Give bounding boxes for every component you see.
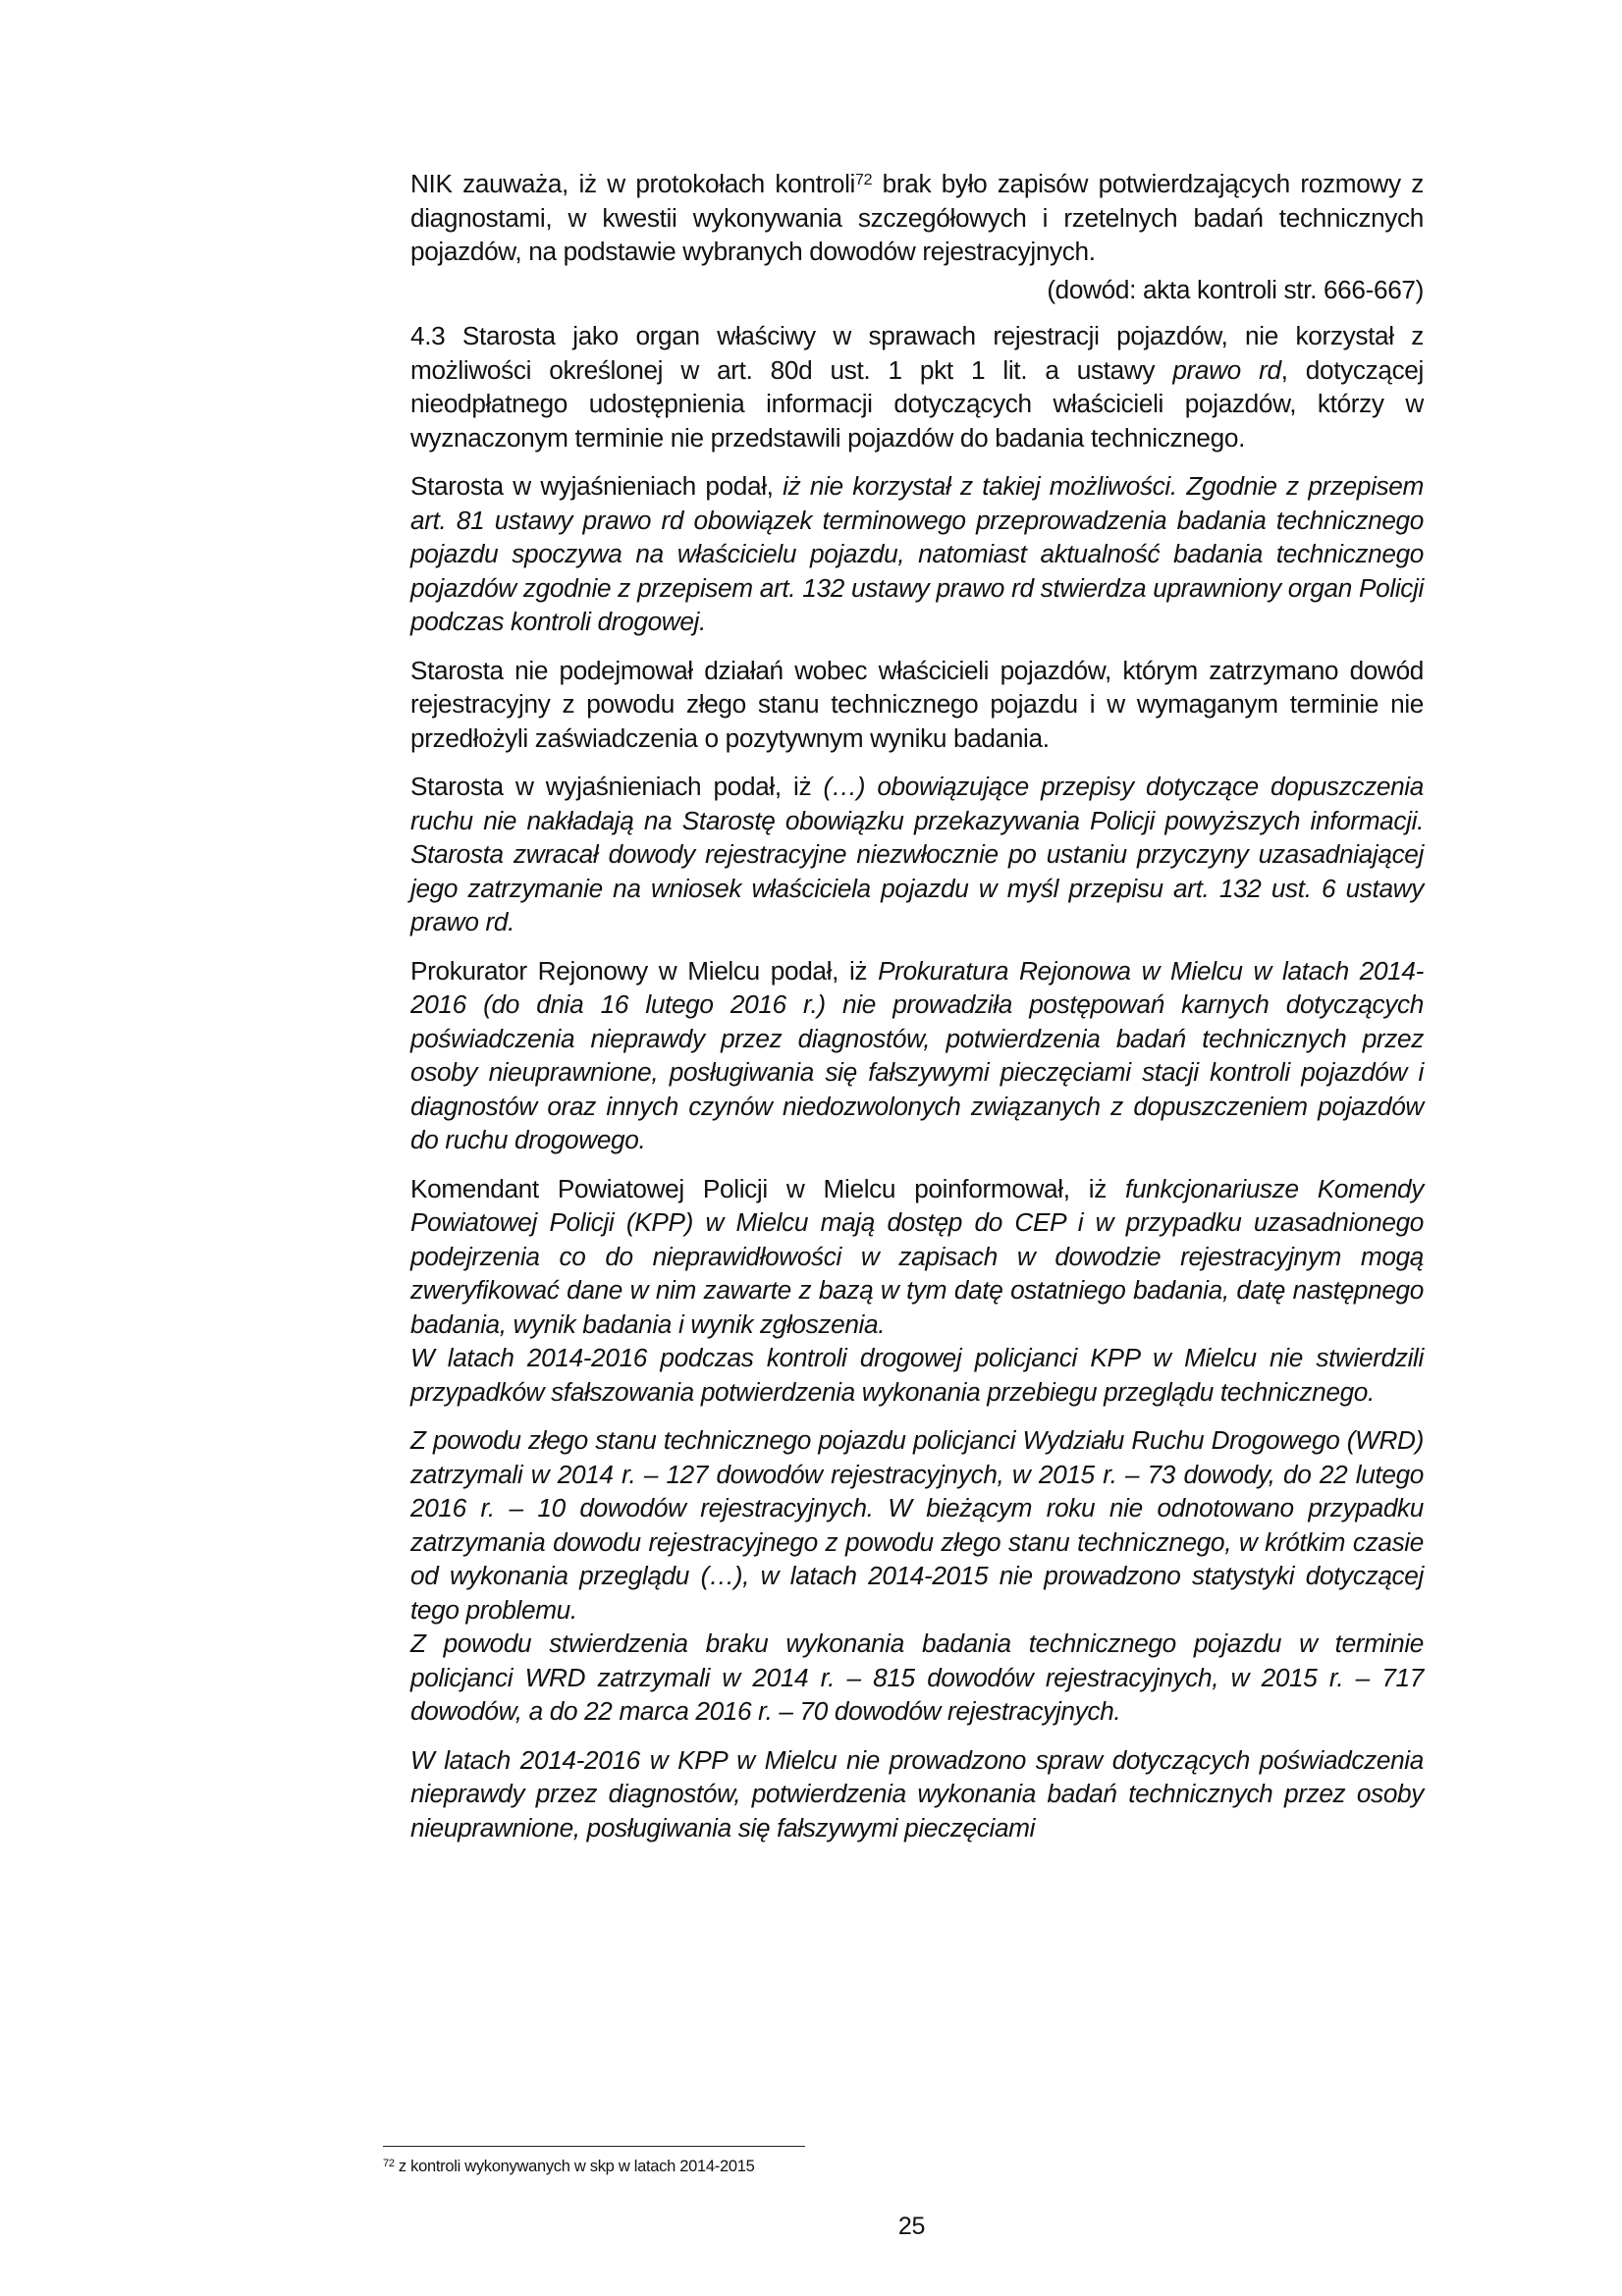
footnote-number: 72 <box>383 2158 395 2169</box>
footnote-reference[interactable]: 72 <box>855 172 873 188</box>
page-number: 25 <box>897 2213 926 2240</box>
evidence-reference: (dowód: akta kontroli str. 666-667) <box>1047 274 1424 304</box>
paragraph-wrd-statistics-1 <box>410 1423 1424 1627</box>
italic-text: prawo rd <box>1172 354 1281 385</box>
document-body <box>410 167 1424 1859</box>
paragraph-nik-observation <box>410 167 1424 269</box>
footnote-text: z kontroli wykonywanych w skp w latach 2014-2015 <box>394 2158 755 2175</box>
paragraph-starosta-explanation-2 <box>410 770 1424 939</box>
italic-quote: funkcjonariusze Komendy Powiatowej Policji (KPP) w Mielcu mają dostęp do CEP i w przypadku uzasadnionego podejrzenia co do nieprawidłowości w zapisach w dowodzie rejestracyjnym mogą zweryfikować dane w nim zawarte z bazą w tym datę ostatniego badania, datę następnego badania, wynik badania i wynik zgłoszenia. <box>410 1173 1424 1339</box>
italic-quote: Z powodu stwierdzenia braku wykonania badania technicznego pojazdu w terminie policjanci WRD zatrzymali w 2014 r. – 815 dowodów rejestracyjnych, w 2015 r. – 717 dowodów, a do 22 marca 2016 r. – 70 dowodów rejestracyjnych. <box>410 1629 1424 1726</box>
footnote-separator <box>383 2146 805 2147</box>
paragraph-wrd-statistics-2 <box>410 1627 1424 1729</box>
paragraph-text: 4.3 Starosta jako organ właściwy w sprawach rejestracji pojazdów, nie korzystał z możliwości określonej w art. 80d ust. 1 pkt 1 lit. a ustawy <box>410 321 1424 385</box>
paragraph-text: Starosta w wyjaśnieniach podał, <box>410 471 784 501</box>
italic-quote: Prokuratura Rejonowa w Mielcu w latach 2014-2016 (do dnia 16 lutego 2016 r.) nie prowadziła postępowań karnych dotyczących poświadczenia nieprawdy przez diagnostów, potwierdzenia badań technicznych przez osoby nieuprawnione, posługiwania się fałszywymi pieczęciami stacji kontroli pojazdów i diagnostów oraz innych czynów niedozwolonych związanych z dopuszczeniem pojazdów do ruchu drogowego. <box>410 955 1424 1154</box>
paragraph-text: , dotyczącej nieodpłatnego udostępnienia informacji dotyczących właścicieli pojazdów, którzy w wyznaczonym terminie nie przedstawili pojazdów do badania technicznego. <box>410 354 1424 453</box>
paragraph-text: Komendant Powiatowej Policji w Mielcu poinformował, iż <box>410 1173 1126 1203</box>
italic-quote: iż nie korzystał z takiej możliwości. Zgodnie z przepisem art. 81 ustawy prawo rd obowiązek terminowego przeprowadzenia badania technicznego pojazdu spoczywa na właścicielu pojazdu, natomiast aktualność badania technicznego pojazdów zgodnie z przepisem art. 132 ustawy prawo rd stwierdza uprawniony organ Policji podczas kontroli drogowej. <box>410 471 1424 636</box>
paragraph-text: Prokurator Rejonowy w Mielcu podał, iż <box>410 955 879 986</box>
italic-quote: W latach 2014-2016 w KPP w Mielcu nie prowadzono spraw dotyczących poświadczenia nieprawdy przez diagnostów, potwierdzenia wykonania badań technicznych przez osoby nieuprawnione, posługiwania się fałszywymi pieczęciami <box>410 1744 1424 1842</box>
paragraph-prosecutor <box>410 954 1424 1157</box>
italic-quote: W latach 2014-2016 podczas kontroli drogowej policjanci KPP w Mielcu nie stwierdzili przypadków sfałszowania potwierdzenia wykonania przebiegu przeglądu technicznego. <box>410 1343 1424 1407</box>
italic-quote: (…) obowiązujące przepisy dotyczące dopuszczenia ruchu nie nakładają na Starostę obowiązku przekazywania Policji powyższych informacji. Starosta zwracał dowody rejestracyjne niezwłocznie po ustaniu przyczyny uzasadniającej jego zatrzymanie na wniosek właściciela pojazdu w myśl przepisu art. 132 ust. 6 ustawy prawo rd. <box>410 772 1424 936</box>
paragraph-section-4-3 <box>410 319 1424 454</box>
paragraph-police-commander <box>410 1172 1424 1342</box>
paragraph-text: NIK zauważa, iż w protokołach kontroli <box>410 169 856 198</box>
paragraph-text: Starosta w wyjaśnieniach podał, iż <box>410 772 824 801</box>
italic-quote: Z powodu złego stanu technicznego pojazdu policjanci Wydziału Ruchu Drogowego (WRD) zatrzymali w 2014 r. – 127 dowodów rejestracyjnych, w 2015 r. – 73 dowody, do 22 lutego 2016 r. – 10 dowodów rejestracyjnych. W bieżącym roku nie odnotowano przypadku zatrzymania dowodu rejestracyjnego z powodu złego stanu technicznego, w krótkim czasie od wykonania przeglądu (…), w latach 2014-2015 nie prowadzono statystyki dotyczącej tego problemu. <box>410 1425 1424 1625</box>
paragraph-starosta-actions: Starosta nie podejmował działań wobec właścicieli pojazdów, którym zatrzymano dowód rejestracyjny z powodu złego stanu technicznego pojazdu i w wymaganym terminie nie przedłożyli zaświadczenia o pozytywnym wyniku badania. <box>410 655 1424 753</box>
footnote <box>383 2156 754 2177</box>
paragraph-starosta-explanation-1 <box>410 469 1424 639</box>
paragraph-kpp-cases <box>410 1743 1424 1845</box>
paragraph-police-inspections <box>410 1341 1424 1409</box>
paragraph-text: brak było zapisów potwierdzających rozmowy z diagnostami, w kwestii wykonywania szczegółowych i rzetelnych badań technicznych pojazdów, na podstawie wybranych dowodów rejestracyjnych. <box>410 169 1424 266</box>
